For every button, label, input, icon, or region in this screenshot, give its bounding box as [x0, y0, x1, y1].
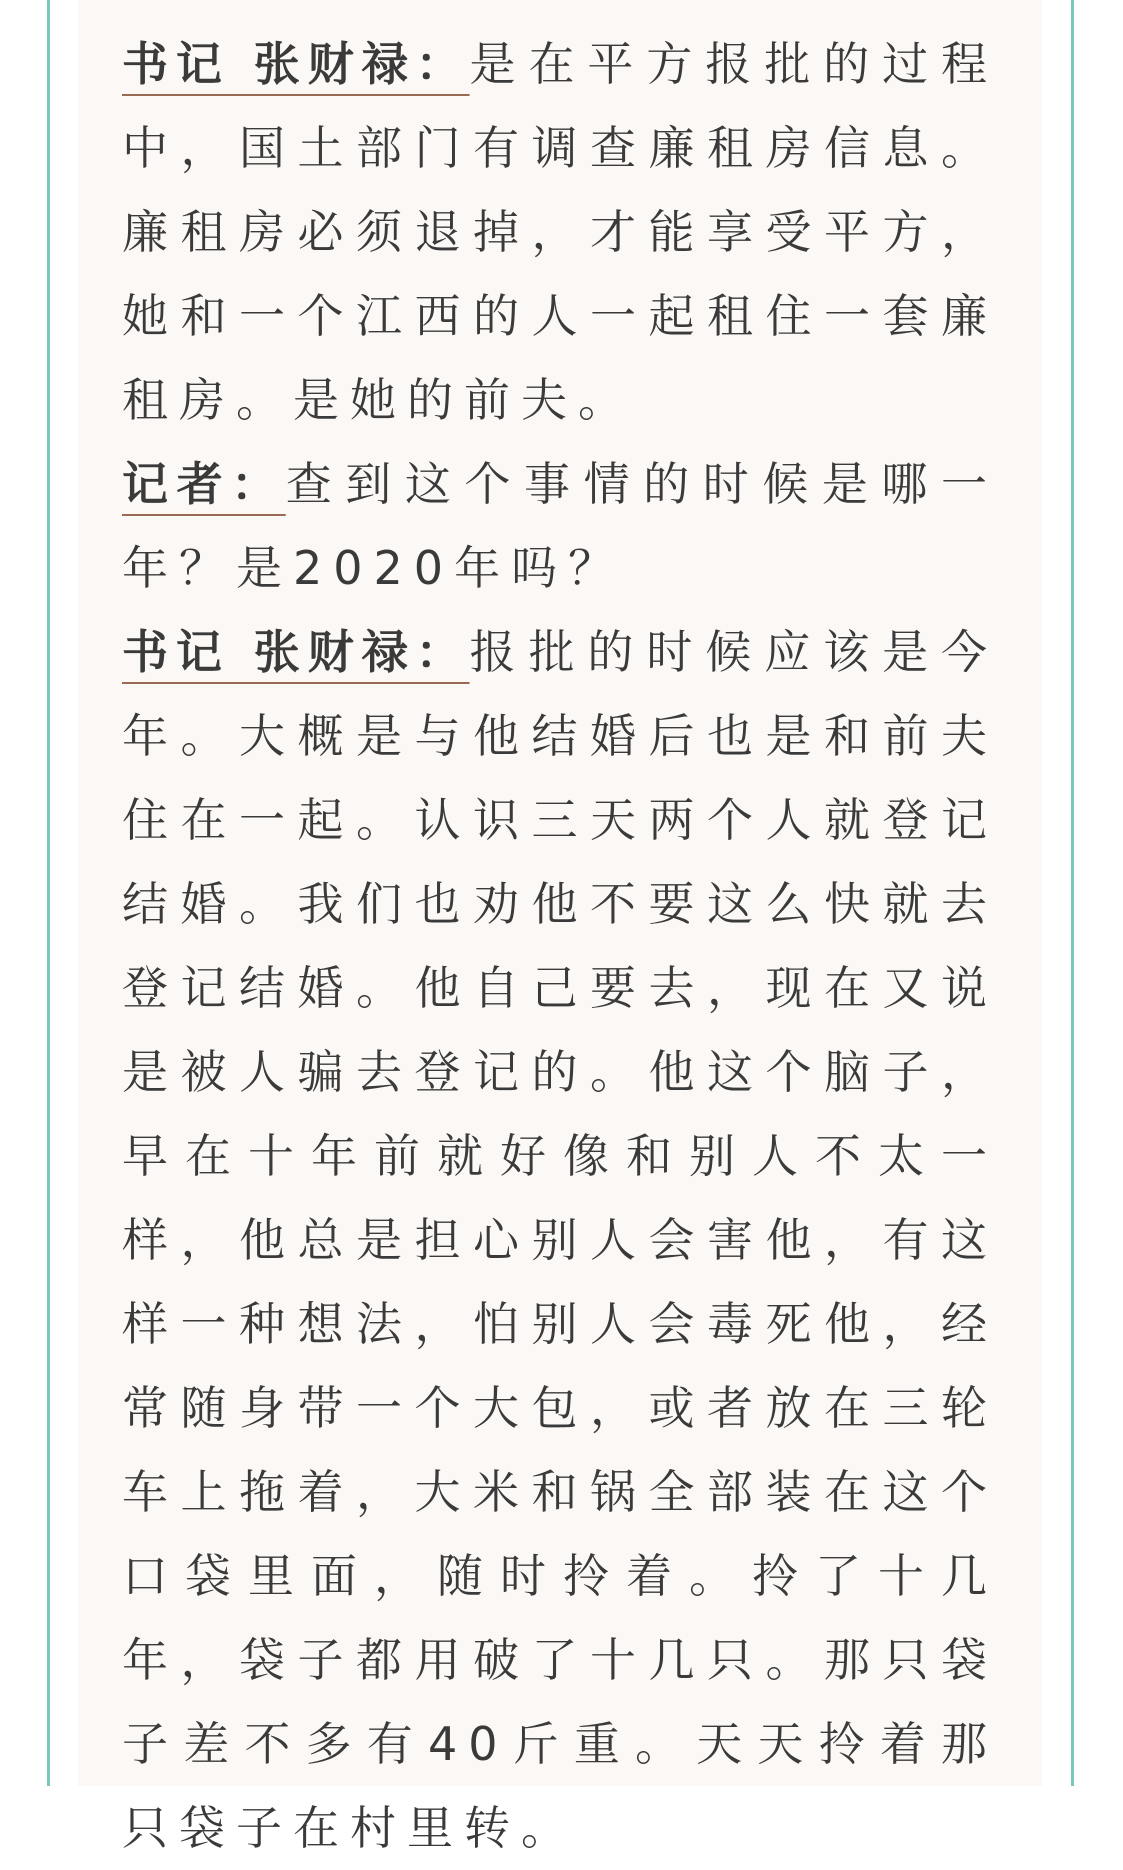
dialogue-text: 是在平方报批的过程中，国土部门有调查廉租房信息。廉租房必须退掉，才能享受平方，她和一个江西的人一起租住一套廉租房。是她的前夫。: [122, 37, 999, 427]
left-border-line: [47, 0, 50, 1786]
interview-transcript: [122, 22, 998, 1870]
speaker-label: 书记 张财禄：: [122, 625, 470, 679]
dialogue-paragraph: [122, 610, 998, 1870]
dialogue-paragraph: [122, 22, 998, 442]
dialogue-text: 查到这个事情的时候是哪一年？是2020年吗？: [122, 457, 999, 595]
speaker-label: 记者：: [122, 457, 286, 511]
speaker-label: 书记 张财禄：: [122, 37, 470, 91]
dialogue-text: 报批的时候应该是今年。大概是与他结婚后也是和前夫住在一起。认识三天两个人就登记结婚。我们也劝他不要这么快就去登记结婚。他自己要去，现在又说是被人骗去登记的。他这个脑子，早在十年前就好像和别人不太一样，他总是担心别人会害他，有这样一种想法，怕别人会毒死他，经常随身带一个大包，或者放在三轮车上拖着，大米和锅全部装在这个口袋里面，随时拎着。拎了十几年，袋子都用破了十几只。那只袋子差不多有40斤重。天天拎着那只袋子在村里转。: [122, 625, 999, 1855]
right-border-line: [1071, 0, 1074, 1786]
dialogue-paragraph: [122, 442, 998, 610]
